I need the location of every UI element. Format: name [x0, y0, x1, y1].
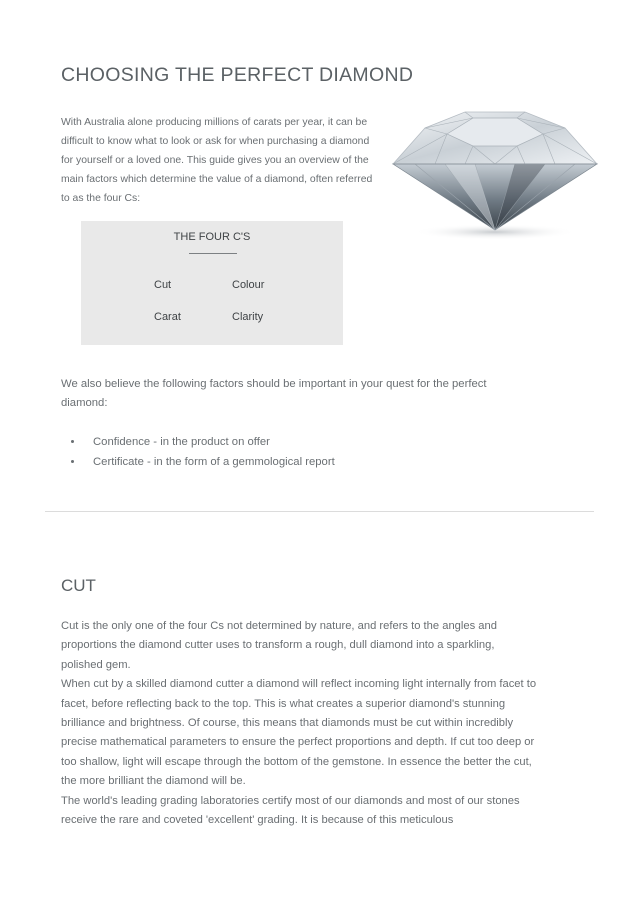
cut-body [61, 617, 539, 830]
list-item-text: Confidence - in the product on offer [93, 436, 270, 448]
section-heading-cut: CUT [61, 576, 96, 595]
list-item [71, 432, 335, 452]
intro-paragraph: With Australia alone producing millions of carats per year, it can be difficult to know what to look or ask for when purchasing a diamond for yourself or a loved one. This guide gives you an overview of the main factors which determine the value of a diamond, often referred to as the four Cs: [61, 117, 373, 204]
page-title: CHOOSING THE PERFECT DIAMOND [61, 64, 414, 86]
list-item-text: Certificate - in the form of a gemmological report [93, 456, 335, 468]
cut-paragraph: The world's leading grading laboratories certify most of our diamonds and most of our stones receive the rare and coveted 'excellent' grading. It is because of this meticulous [61, 794, 520, 827]
bullet-icon [71, 440, 74, 443]
title-underline [189, 253, 237, 254]
four-cs-box [81, 221, 343, 345]
list-item [71, 452, 335, 472]
four-cs-carat: Carat [154, 311, 181, 323]
cut-paragraph: Cut is the only one of the four Cs not determined by nature, and refers to the angles and proportions the diamond cutter uses to transform a rough, dull diamond into a sparkling, polished gem. [61, 620, 497, 671]
cut-paragraph: When cut by a skilled diamond cutter a diamond will reflect incoming light internally from facet to facet, before reflecting back to the top. This is what creates a superior diamond's stunning brilliance and brightness. Of course, this means that diamonds must be cut within incredibly precise mathematical parameters to ensure the perfect proportions and depth. If cut too deep or too shallow, light will escape through the bottom of the gemstone. In essence the better the cut, the more brilliant the diamond will be. [61, 678, 537, 788]
four-cs-clarity: Clarity [232, 311, 264, 323]
four-cs-title: THE FOUR C'S [173, 231, 251, 243]
followup-paragraph: We also believe the following factors should be important in your quest for the perfect diamond: [61, 378, 487, 410]
section-divider [45, 511, 594, 512]
four-cs-cut: Cut [154, 279, 172, 291]
diamond-icon [385, 82, 603, 242]
factor-list [71, 432, 335, 472]
bullet-icon [71, 460, 74, 463]
four-cs-colour: Colour [232, 279, 265, 291]
